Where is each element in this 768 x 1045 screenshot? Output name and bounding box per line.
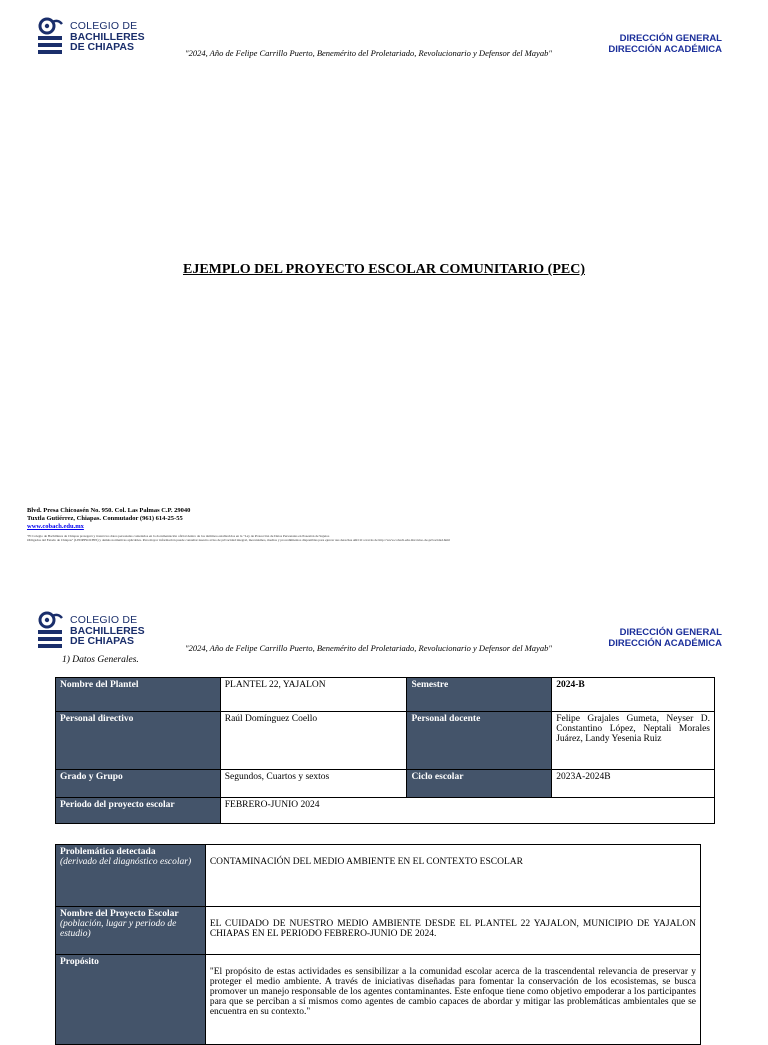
privacy-line-2: Obligados del Estado de Chiapas" (LPDPPSOCHIS) y demás normativas aplicables. Para mayor información puede consultar nuestro aviso de privacidad integral, mecanismos, medios y procedimientos disponibles para ejercer sus derechas ARCO a través de http://www.cobach.edu.mx/aviso-de-privacidad.html: [27, 538, 451, 543]
problem-value: CONTAMINACIÓN DEL MEDIO AMBIENTE EN EL CONTEXTO ESCOLAR: [205, 845, 700, 907]
table-row: [56, 678, 715, 712]
purpose-label: Propósito: [56, 955, 206, 1045]
general-data-table: [55, 677, 715, 824]
school-emblem-icon: [36, 16, 66, 58]
ciclo-label: Ciclo escolar: [407, 770, 552, 798]
periodo-label: Periodo del proyecto escolar: [56, 798, 221, 824]
problem-label-cell: [56, 845, 206, 907]
direction-general: DIRECCIÓN GENERAL: [619, 627, 722, 638]
directivo-label: Personal directivo: [56, 712, 221, 770]
plantel-value: PLANTEL 22, YAJALON: [220, 678, 407, 712]
project-name-label-cell: [56, 907, 206, 955]
purpose-value: "El propósito de estas actividades es sensibilizar a la comunidad escolar acerca de la trascendental relevancia de preservar y proteger el medio ambiente. A través de iniciativas diseñadas para fomentar la conservación de los ecosistemas, se busca promover un manejo responsable de los agentes contaminantes. Este enfoque tiene como objetivo empoderar a los participantes para que se perciban a sí mismos como agentes de cambio capaces de abordar y mitigar las problemáticas ambientales que se encuentra en su contexto.": [205, 955, 700, 1045]
direction-academic: DIRECCIÓN ACADÉMICA: [608, 44, 722, 55]
privacy-line-1: "El Colegio de Bachilleres de Chiapas protegerá y tratará los datos personales contenidos en la documentación oficial dentro de los términos establecidos en la "Ley de Protección de Datos Personales en Posesión de Sujetos: [27, 534, 330, 538]
address-line-1: Blvd. Presa Chicoasén No. 950. Col. Las Palmas C.P. 29040: [27, 507, 191, 514]
privacy-notice: [27, 534, 450, 543]
footer-address: [27, 507, 190, 531]
logo-line-2: BACHILLERES: [70, 30, 145, 43]
website-link[interactable]: www.cobach.edu.mx: [27, 523, 84, 530]
document-title: EJEMPLO DEL PROYECTO ESCOLAR COMUNITARIO (PEC): [182, 262, 585, 277]
header-motto: "2024, Año de Felipe Carrillo Puerto, Benemérito del Proletariado, Revolucionario y Defensor del Mayab": [185, 48, 552, 58]
project-name-value: EL CUIDADO DE NUESTRO MEDIO AMBIENTE DESDE EL PLANTEL 22 YAJALON, MUNICIPIO DE YAJALON CHIAPAS EN EL PERIODO FEBRERO-JUNIO DE 2024.: [205, 907, 700, 955]
semestre-label: Semestre: [407, 678, 552, 712]
address-line-2: Tuxtla Gutiérrez, Chiapas. Conmutador (961) 614-25-55: [27, 515, 183, 522]
project-name-sublabel: (población, lugar y periodo de estudio): [60, 919, 177, 939]
plantel-label: Nombre del Plantel: [56, 678, 221, 712]
table-row: [56, 798, 715, 824]
periodo-value: FEBRERO-JUNIO 2024: [220, 798, 714, 824]
table-row: [56, 712, 715, 770]
semestre-value: 2024-B: [552, 678, 715, 712]
table-row: [56, 770, 715, 798]
directivo-value: Raúl Domínguez Coello: [220, 712, 407, 770]
ciclo-value: 2023A-2024B: [552, 770, 715, 798]
table-row: [56, 845, 701, 907]
table-row: [56, 955, 701, 1045]
logo-line-1: COLEGIO DE: [70, 20, 138, 33]
logo-line-2: BACHILLERES: [70, 624, 145, 637]
header-directions: [608, 33, 722, 55]
project-name-label: Nombre del Proyecto Escolar: [60, 909, 179, 919]
problem-sublabel: (derivado del diagnóstico escolar): [60, 857, 192, 867]
docente-label: Personal docente: [407, 712, 552, 770]
header-motto: "2024, Año de Felipe Carrillo Puerto, Benemérito del Proletariado, Revolucionario y Defensor del Mayab": [185, 643, 552, 653]
docente-value: Felipe Grajales Gumeta, Neyser D. Constantino López, Neptali Morales Juárez, Landy Yesenia Ruiz: [552, 712, 715, 770]
section-label: 1) Datos Generales.: [62, 655, 139, 665]
school-emblem-icon: [36, 610, 66, 652]
problem-label: Problemática detectada: [60, 847, 156, 857]
grado-label: Grado y Grupo: [56, 770, 221, 798]
header-directions: [608, 627, 722, 649]
logo-line-3: DE CHIAPAS: [70, 635, 134, 648]
direction-academic: DIRECCIÓN ACADÉMICA: [608, 638, 722, 649]
grado-value: Segundos, Cuartos y sextos: [220, 770, 407, 798]
logo-line-1: COLEGIO DE: [70, 614, 138, 627]
direction-general: DIRECCIÓN GENERAL: [619, 33, 722, 44]
project-table: [55, 844, 701, 1045]
school-logo-page2: [36, 610, 145, 652]
school-logo: [36, 16, 145, 58]
logo-line-3: DE CHIAPAS: [70, 41, 134, 54]
table-row: [56, 907, 701, 955]
